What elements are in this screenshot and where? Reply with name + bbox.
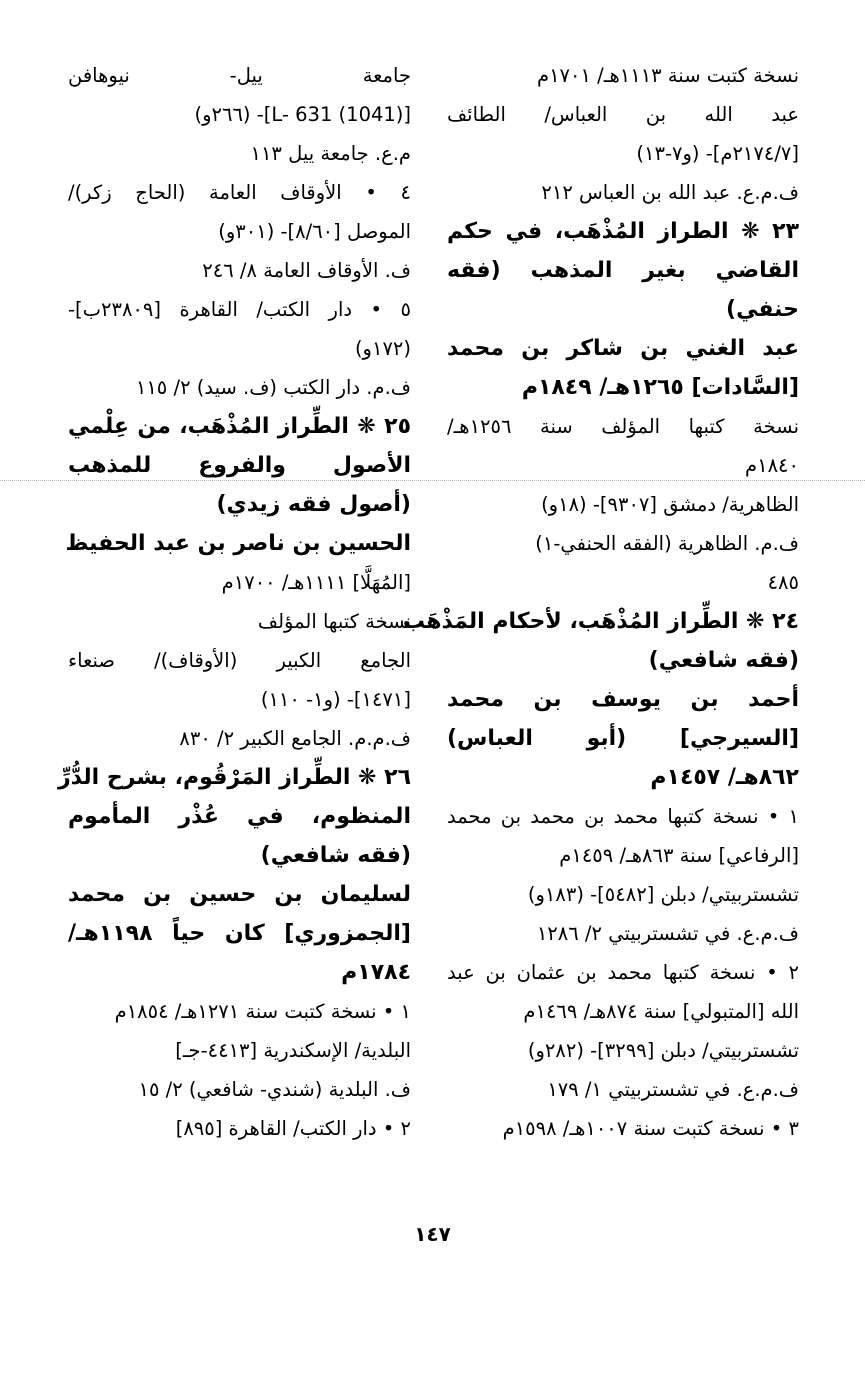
right-column-line: القاضي بغير المذهب (فقه (447, 258, 799, 283)
right-column-line: تشستربيتي/ دبلن [٣٢٩٩]- (٢٨٢و) (527, 1039, 799, 1062)
left-column-line: (فقه شافعي) (260, 843, 411, 868)
left-column-line: ٤ • الأوقاف العامة (الحاج زكر)/ (68, 181, 411, 204)
right-column-line: ٢ • نسخة كتبها محمد بن عثمان بن عبد (447, 961, 799, 984)
right-column-line: الظاهرية/ دمشق [٩٣٠٧]- (١٨و) (541, 493, 799, 516)
left-column-line: ٢٦ ❋ الطِّراز المَرْقُوم، بشرح الدُّرِّ (58, 765, 411, 790)
right-column-line: عبد الله بن العباس/ الطائف (447, 103, 799, 126)
left-column-line: ٢ • دار الكتب/ القاهرة [٨٩٥] (175, 1117, 411, 1140)
left-column-line: الجامع الكبير (الأوقاف)/ صنعاء (68, 649, 411, 672)
left-column-line: لسليمان بن حسين بن محمد (68, 882, 411, 907)
right-column-line: ف.م.ع. عبد الله بن العباس ٢١٢ (541, 181, 799, 204)
left-column-line: ف.م.م. الجامع الكبير ٢/ ٨٣٠ (179, 727, 411, 750)
right-column-line: تشستربيتي/ دبلن [٥٤٨٢]- (١٨٣و) (527, 883, 799, 906)
left-column-line: ف. البلدية (شندي- شافعي) ٢/ ١٥ (138, 1078, 411, 1101)
left-column-line: الأصول والفروع للمذهب (68, 453, 411, 478)
left-column-line: [١٤٧١]- (و١- ١١٠) (260, 688, 411, 711)
right-column-line: ف.م.ع. في تشستربيتي ١/ ١٧٩ (547, 1078, 799, 1101)
right-column-line: [الرفاعي] سنة ٨٦٣هـ/ ١٤٥٩م (559, 844, 799, 867)
right-column-line: ٢٣ ❋ الطراز المُذْهَب، في حكم (447, 219, 799, 244)
right-column-line: نسخة كتبت سنة ١١١٣هـ/ ١٧٠١م (537, 64, 799, 87)
right-column-line: ٨٦٢هـ/ ١٤٥٧م (650, 765, 799, 790)
left-column (58, 56, 411, 1148)
right-column-line: عبد الغني بن شاكر بن محمد (447, 336, 799, 361)
left-column-line: ١٧٨٤م (341, 960, 411, 985)
left-column-line: ف.م. دار الكتب (ف. سيد) ٢/ ١١٥ (135, 376, 411, 399)
right-column-line: نسخة كتبها المؤلف سنة ١٢٥٦هـ/ (447, 415, 799, 438)
right-column-line: أحمد بن يوسف بن محمد (447, 687, 799, 712)
right-column-line: [السيرجي] (أبو العباس) (447, 726, 799, 751)
left-column-line: ٥ • دار الكتب/ القاهرة [٢٣٨٠٩ب]- (68, 298, 411, 321)
left-column-line: م.ع. جامعة ييل ١١٣ (250, 142, 411, 165)
right-column-line: ٢٤ ❋ الطِّراز المُذْهَب، لأحكام المَذْهَب (402, 609, 799, 634)
left-column-line: [L- 631 (1041)]- (٢٦٦و) (194, 103, 411, 126)
left-column-line: (أصول فقه زيدي) (216, 492, 411, 517)
right-column (402, 56, 799, 1148)
left-column-line: (١٧٢و) (354, 337, 411, 360)
page-number: ١٤٧ (414, 1222, 451, 1246)
left-column-line: نسخة كتبها المؤلف (257, 610, 411, 633)
left-column-line: البلدية/ الإسكندرية [٤٤١٣-جـ] (175, 1039, 411, 1062)
left-column-line: [المُهَلَّا] ١١١١هـ/ ١٧٠٠م (221, 571, 411, 594)
left-column-line: ف. الأوقاف العامة ٨/ ٢٤٦ (202, 259, 411, 282)
right-column-line: ٤٨٥ (767, 571, 799, 594)
left-column-line: الموصل [٨/٦٠]- (٣٠١و) (218, 220, 411, 243)
right-column-line: [٢١٧٤/٧م]- (و٧-١٣) (636, 142, 799, 165)
left-column-line: الحسين بن ناصر بن عبد الحفيظ (65, 531, 411, 556)
right-column-line: ١٨٤٠م (745, 454, 799, 477)
right-column-line: حنفي) (726, 297, 799, 322)
right-column-line: ١ • نسخة كتبها محمد بن محمد بن محمد (447, 805, 799, 828)
right-column-line: (فقه شافعي) (648, 648, 799, 673)
right-column-line: ٣ • نسخة كتبت سنة ١٠٠٧هـ/ ١٥٩٨م (502, 1117, 799, 1140)
left-column-line: جامعة ييل- نيوهافن (68, 64, 411, 87)
left-column-line: ١ • نسخة كتبت سنة ١٢٧١هـ/ ١٨٥٤م (114, 1000, 411, 1023)
left-column-line: المنظوم، في عُذْر المأموم (68, 804, 411, 829)
right-column-line: ف.م. الظاهرية (الفقه الحنفي-١) (535, 532, 799, 555)
left-column-line: ٢٥ ❋ الطِّراز المُذْهَب، من عِلْمي (68, 414, 411, 439)
left-column-line: [الجمزوري] كان حياً ١١٩٨هـ/ (68, 921, 411, 946)
right-column-line: [السَّادات] ١٢٦٥هـ/ ١٨٤٩م (521, 375, 799, 400)
right-column-line: الله [المتبولي] سنة ٨٧٤هـ/ ١٤٦٩م (523, 1000, 799, 1023)
right-column-line: ف.م.ع. في تشستربيتي ٢/ ١٢٨٦ (536, 922, 799, 945)
